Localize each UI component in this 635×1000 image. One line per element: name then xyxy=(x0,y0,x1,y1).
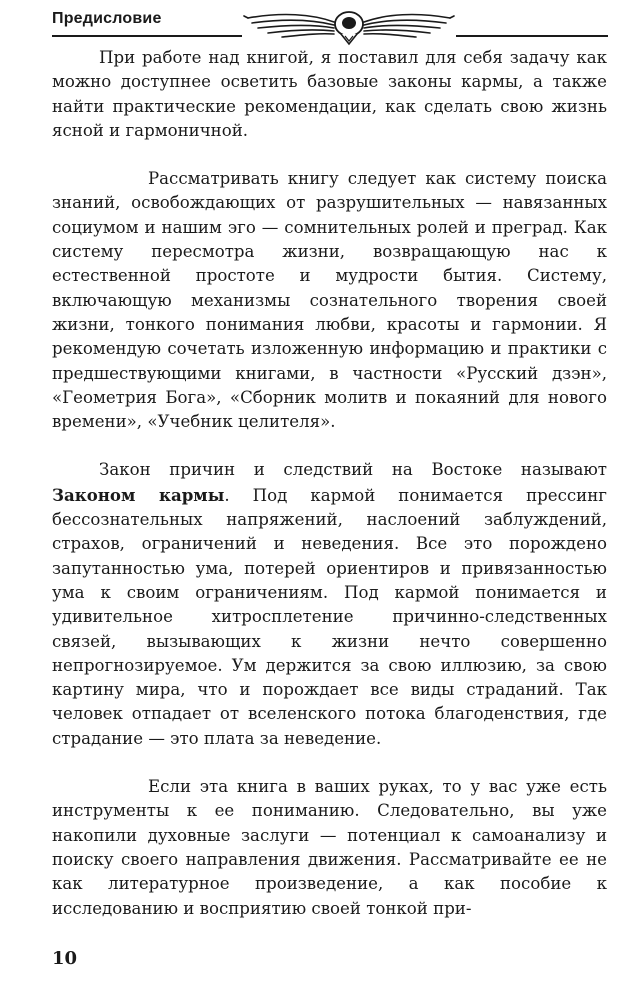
paragraph-1: При работе над книгой, я поставил для себя задачу как можно доступнее осветить базовые законы кармы, а также найти практические рекомендации, как сделать свою жизнь ясной и гармоничной. xyxy=(52,48,607,140)
page-number: 10 xyxy=(52,948,78,969)
winged-disc-icon xyxy=(242,8,456,46)
paragraph-3-rest: . Под кармой понимается прессинг бессознательных напряжений, наслоений заблуждений, страхов, ограничений и неведения. Все это порождено запутанностью ума, потерей ориентиров и привязанностью ума к своим ограничениям. Под кармой понимается и удивительное хитросплетение причинно-следственных связей, вызывающих к жизни нечто совершенно непрогнозируемое. Ум держится за свою иллюзию, за свою картину мира, что и порождает все виды страданий. Так человек отпадает от вселенского потока благоденствия, где страдание — это плата за неведение. xyxy=(52,485,607,748)
paragraph-4: Если эта книга в ваших руках, то у вас уже есть инструменты к ее пониманию. Следовательно, вы уже накопили духовные заслуги — потенциал к самоанализу и поиску своего направления движения. Рассматривайте ее не как литературное произведение, а как пособие к исследованию и восприятию своей тонкой при- xyxy=(52,777,607,918)
running-header xyxy=(52,8,608,42)
paragraph-2: Рассматривать книгу следует как систему поиска знаний, освобождающих от разрушительных — навязанных социумом и нашим эго — сомнительных ролей и преград. Как систему пересмотра жизни, возвращающую нас к естественной простоте и мудрости бытия. Систему, включающую механизмы сознательного творения своей жизни, тонкого понимания любви, красоты и гармонии. Я рекомендую сочетать изложенную информацию и практики с предшествующими книгами, в частности «Русский дзэн», «Геометрия Бога», «Сборник молитв и покаяний для нового времени», «Учебник целителя». xyxy=(52,169,607,432)
body-text xyxy=(52,46,607,921)
section-title: Предисловие xyxy=(52,10,162,27)
paragraph-3-start: Закон причин и следствий на Востоке называют xyxy=(99,460,607,480)
paragraph-3 xyxy=(52,458,607,751)
paragraph-3-bold-term: Законом кармы xyxy=(52,484,225,505)
